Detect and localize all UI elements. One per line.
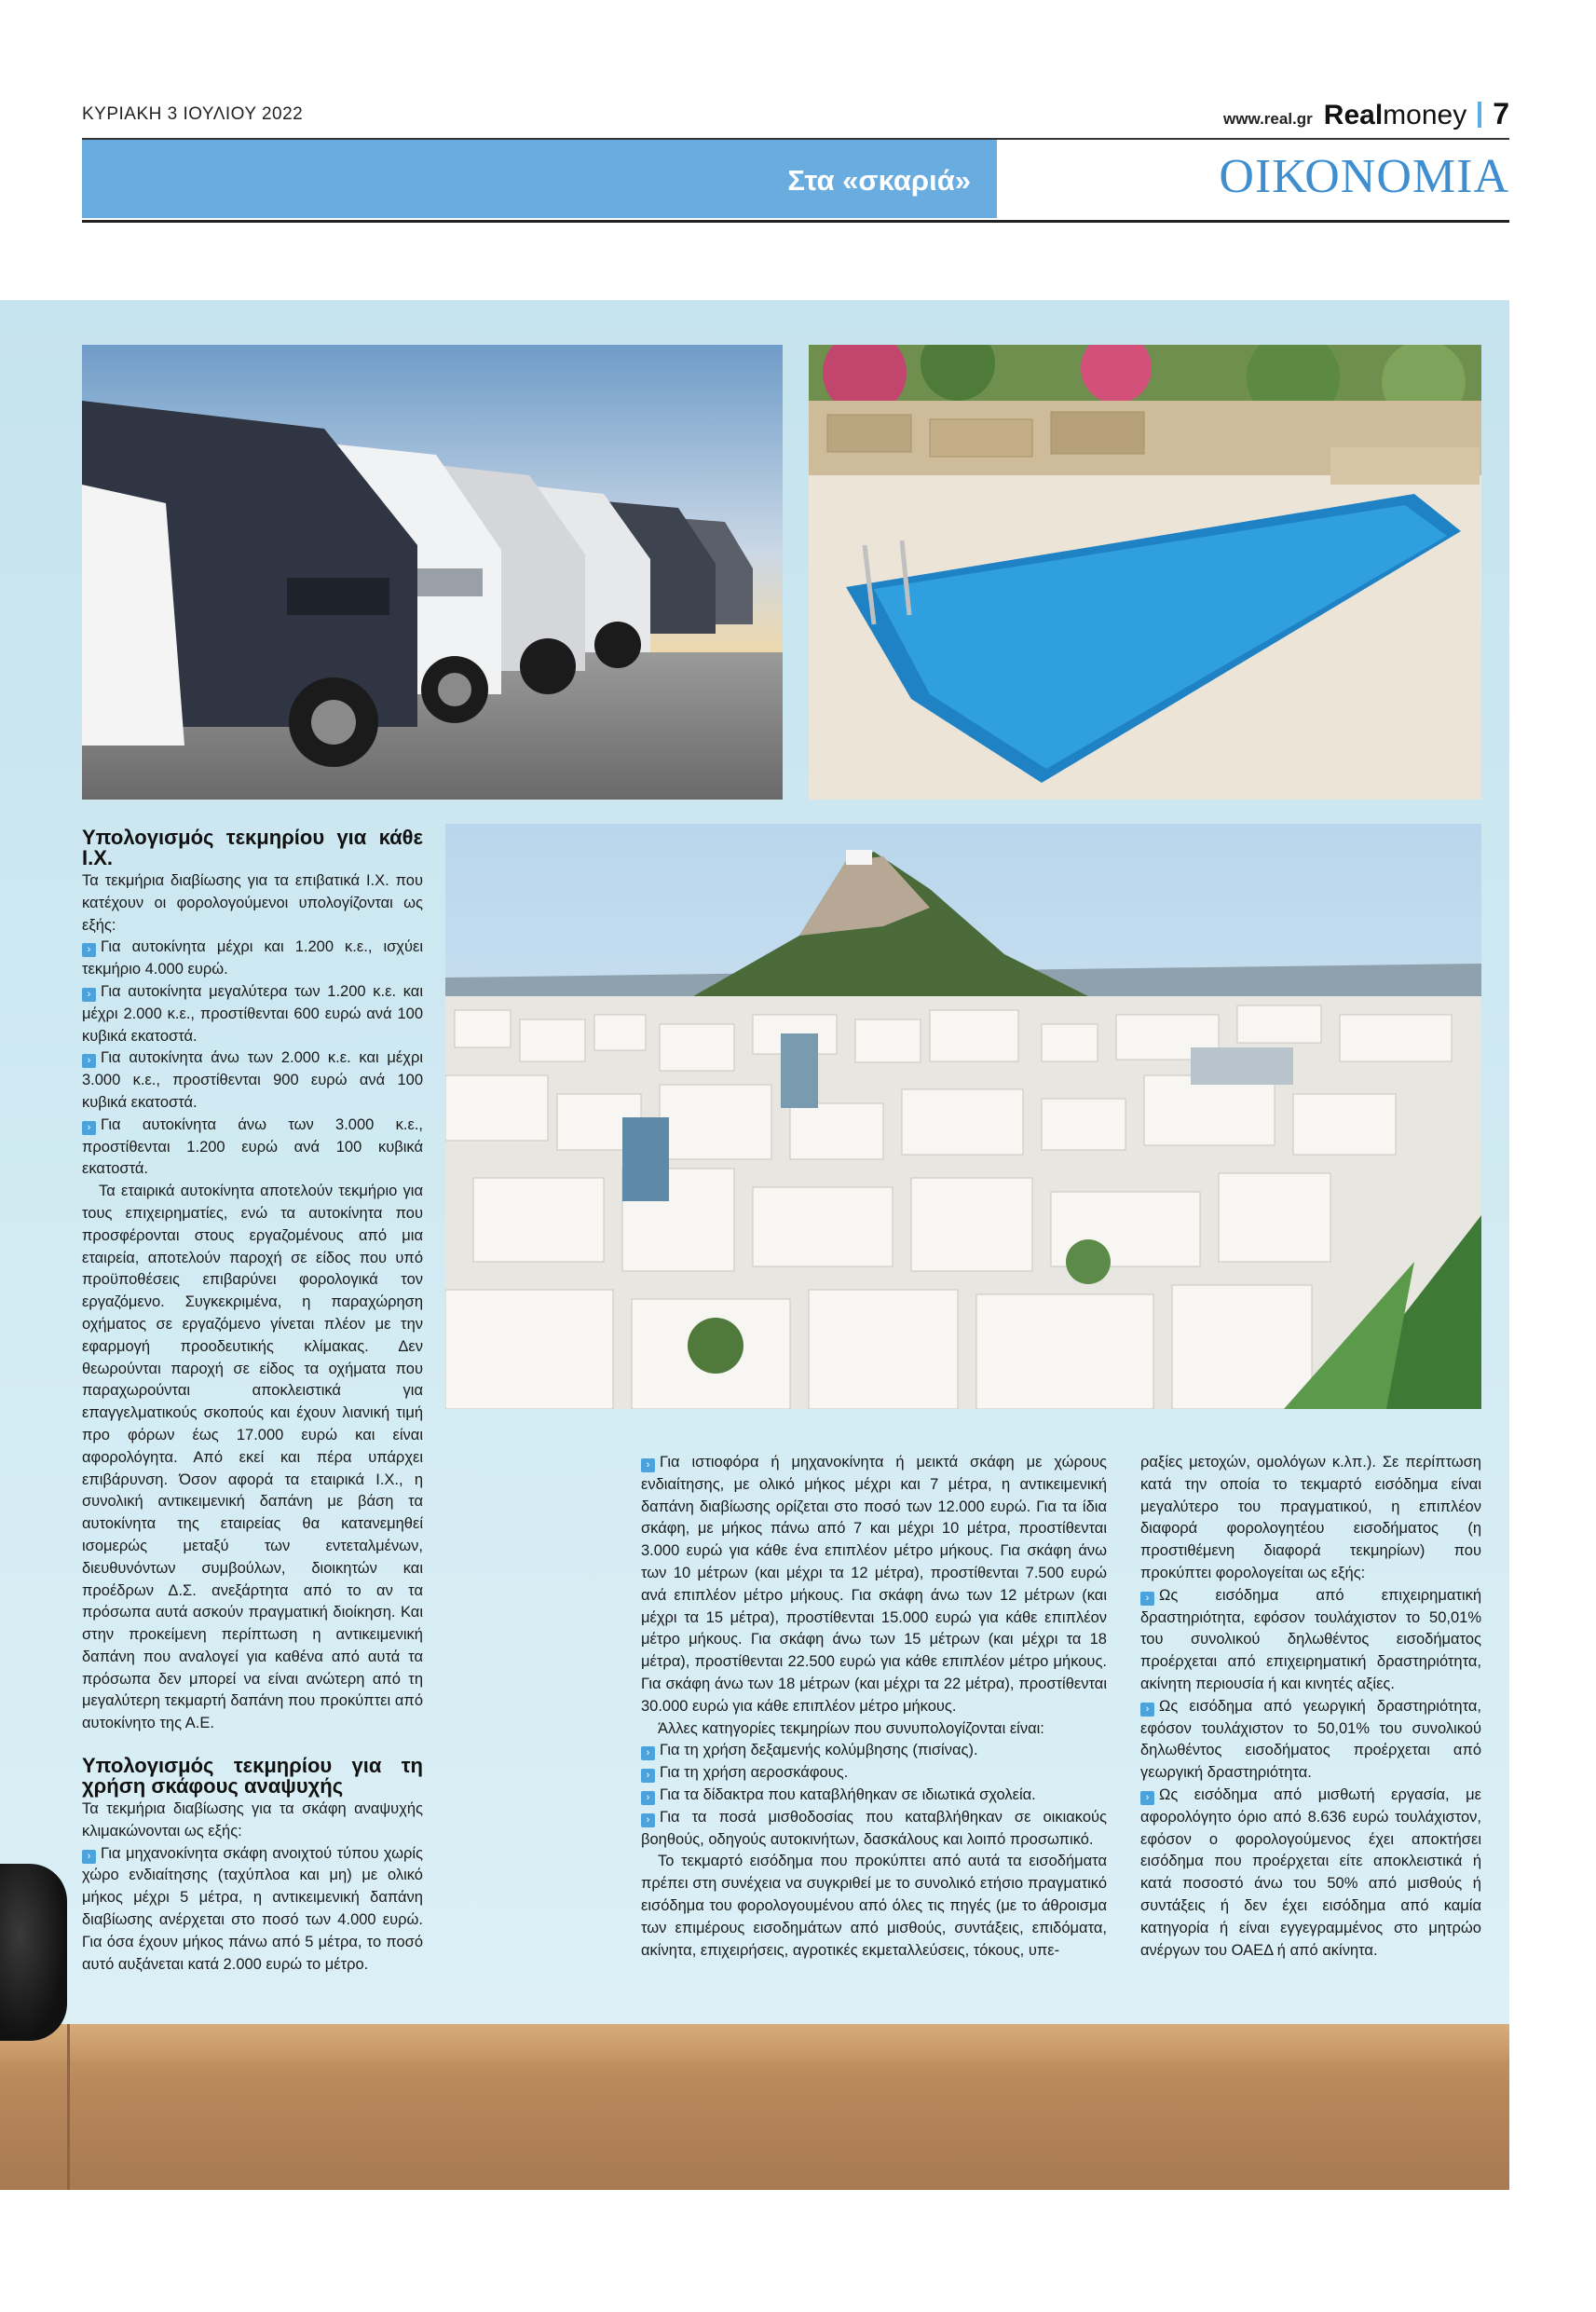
subheading-car-presumption: Υπολογισμός τεκμηρίου για κάθε Ι.Χ. — [82, 826, 423, 869]
bullet-text: Για αυτοκίνητα άνω των 2.000 κ.ε. και μέχρι 3.000 κ.ε., προστίθενται 900 ευρώ ανά 100 κυβικά εκατοστά. — [82, 1049, 423, 1111]
bullet-text: Για μηχανοκίνητα σκάφη ανοιχτού τύπου χωρίς χώρο ενδιαίτησης (ταχύπλοα και μη) με ολικό μήκος μέχρι 5 μέτρα, η αντικειμενική δαπάνη διαβίωσης ανέρχεται στο ποσό των 4.000 ευρώ. Για όσα έχουν μήκος πάνω από 5 μέτρα, το ποσό αυτό αυξάνεται κατά 2.000 ευρώ το μέτρο. — [82, 1844, 423, 1973]
city-illustration — [445, 824, 1481, 1409]
bullet-text: Για τα δίδακτρα που καταβλήθηκαν σε ιδιωτικά σχολεία. — [660, 1785, 1036, 1803]
pool-illustration — [809, 345, 1481, 800]
bullet-item — [641, 1762, 1107, 1785]
chevron-right-icon: › — [82, 1850, 96, 1864]
bullet-text: Για αυτοκίνητα μέχρι και 1.200 κ.ε., ισχύει τεκμήριο 4.000 ευρώ. — [82, 938, 423, 978]
pool-photo — [809, 345, 1481, 800]
article-column-1 — [82, 828, 423, 1976]
dark-object — [0, 1864, 67, 2041]
chevron-right-icon: › — [641, 1458, 655, 1472]
chevron-right-icon: › — [641, 1791, 655, 1805]
subheading-boat-presumption: Υπολογισμός τεκμηρίου για τη χρήση σκάφους αναψυχής — [82, 1754, 423, 1799]
chevron-right-icon: › — [82, 988, 96, 1002]
chevron-right-icon: › — [1140, 1791, 1154, 1805]
chevron-right-icon: › — [641, 1813, 655, 1827]
chevron-right-icon: › — [82, 1054, 96, 1068]
article-column-2 — [641, 1452, 1107, 1962]
bullet-item — [1140, 1585, 1481, 1696]
bullet-text: Ως εισόδημα από μισθωτή εργασία, με αφορολόγητο όριο από 8.636 ευρώ τουλάχιστον, εφόσον ο φορολογούμενος έχει αποκτήσει εισόδημα που προέρχεται είτε αποκλειστικά ή κατά ποσοστό άνω του 50% από μισθούς ή συντάξεις ή δεν έχει εισόδημα από καμία κατηγορία ή είναι εγγεγραμμένος στο μητρώο ανέργων του ΟΑΕΔ ή από ακίνητα. — [1140, 1785, 1481, 1959]
chevron-right-icon: › — [641, 1769, 655, 1783]
article-column-3 — [1140, 1452, 1481, 1962]
page-number: 7 — [1493, 97, 1509, 130]
paragraph: Άλλες κατηγορίες τεκμηρίων που συνυπολογίζονται είναι: — [658, 1719, 1044, 1737]
bullet-text: Για τη χρήση αεροσκάφους. — [660, 1764, 849, 1782]
title-bar — [82, 140, 997, 218]
paragraph: Τα εταιρικά αυτοκίνητα αποτελούν τεκμήριο για τους επιχειρηματίες, ενώ τα αυτοκίνητα που προσφέρονται στους εργαζομένους από μια εταιρεία, αποτελούν παροχή σε είδος που υπό προϋποθέσεις επιβαρύνει φορολογικά τον εργαζόμενο. Συγκεκριμένα, η παραχώρηση οχήματος σε εργαζόμενο γίνεται πλέον με την εφαρμογή προοδευτικής κλίμακας. Δεν θεωρούνται παροχή σε είδος τα οχήματα που παραχωρούνται αποκλειστικά για επαγγελματικούς σκοπούς και έχουν λιανική τιμή προ φόρων έως 17.000 ευρώ και είναι αφορολόγητα. Από εκεί και πέρα υπάρχει επιβάρυνση. Όσον αφορά τα εταιρικά Ι.Χ., η συνολική αντικειμενική δαπάνη με βάση τα αυτοκίνητα της εταιρείας θα κατανεμηθεί ισομερώς μεταξύ των εντεταλμένων, διευθυνόντων συμβούλων, διοικητών και προέδρων Δ.Σ. ανεξάρτητα από το αν τα πρόσωπα αυτά ασκούν πραγματική διοίκηση. Και στην προκείμενη περίπτωση η αντικειμενική δαπάνη που αναλογεί για καθένα από αυτά τα πρόσωπα δεν μπορεί να είναι ανώτερη από τη μεγαλύτερη τεκμαρτή δαπάνη που προκύπτει από αυτοκίνητο της Α.Ε. — [82, 1183, 423, 1732]
bullet-item — [82, 1843, 423, 1977]
bullet-item — [641, 1807, 1107, 1852]
bullet-item — [641, 1785, 1107, 1807]
brand-bold: Real — [1323, 100, 1384, 130]
bullet-text: Για αυτοκίνητα άνω των 3.000 κ.ε., προστίθενται 1.200 ευρώ ανά 100 κυβικά εκατοστά. — [82, 1115, 423, 1178]
bullet-text: Για τη χρήση δεξαμενής κολύμβησης (πισίνας). — [660, 1742, 978, 1759]
bullet-text: Για τα ποσά μισθοδοσίας που καταβλήθηκαν σε οικιακούς βοηθούς, οδηγούς αυτοκινήτων, δασκάλους και λοιπό προσωπικό. — [641, 1808, 1107, 1848]
bullet-item — [82, 981, 423, 1047]
section-rule — [82, 220, 1509, 223]
bullet-item — [641, 1452, 1107, 1718]
paragraph: Το τεκμαρτό εισόδημα που προκύπτει από αυτά τα εισοδήματα πρέπει στη συνέχεια να συγκριθεί με το συνολικό ετήσιο πραγματικό εισόδημα του φορολογουμένου από όλες τις πηγές (με το άθροισμα των επιμέρους εισοδημάτων από μισθούς, συντάξεις, επιδόματα, ακίνητα, επιχειρήσεις, αγροτικές εκμεταλλεύσεις, τόκους, υπε- — [641, 1853, 1107, 1959]
bullet-text: Για ιστιοφόρα ή μηχανοκίνητα ή μεικτά σκάφη με χώρους ενδιαίτησης, με ολικό μήκος μέχρι και 7 μέτρα, η αντικειμενική δαπάνη διαβίωσης ορίζεται στο ποσό των 12.000 ευρώ. Για τα ίδια σκάφη, με μήκος πάνω από 7 και μέχρι 10 μέτρα, προστίθενται 3.000 ευρώ για κάθε ένα επιπλέον μέτρο μήκους. Για σκάφη άνω των 10 μέτρων (και μέχρι τα 12 μέτρα), προστίθενται 7.500 ευρώ ανά επιπλέον μέτρο μήκους. Για σκάφη άνω των 12 μέτρων (και μέχρι τα 15 μέτρα), προστίθενται 15.000 ευρώ για κάθε επιπλέον μέτρο μήκους. Για σκάφη άνω των 15 μέτρων (και μέχρι τα 18 μέτρα), προστίθενται 22.500 ευρώ για κάθε επιπλέον μέτρο μήκους. Για σκάφη άνω των 18 μέτρων (και μέχρι τα 22 μέτρα), προστίθενται 30.000 ευρώ για κάθε επιπλέον μέτρο μήκους. — [641, 1454, 1107, 1715]
shelf-joint — [67, 2024, 70, 2190]
bullet-text: Ως εισόδημα από επιχειρηματική δραστηριότητα, εφόσον τουλάχιστον το 50,01% του συνολικού δηλωθέντος εισοδήματος προέρχεται από επιχειρηματική δραστηριότητα, ακίνητη περιουσία ή και κινητές αξίες. — [1140, 1586, 1481, 1692]
issue-date: ΚΥΡΙΑΚΗ 3 ΙΟΥΛΙΟΥ 2022 — [82, 104, 304, 124]
chevron-right-icon: › — [1140, 1703, 1154, 1717]
bullet-item — [1140, 1696, 1481, 1785]
masthead-divider — [1478, 102, 1481, 128]
brand-logo — [1324, 100, 1466, 131]
paragraph: Τα τεκμήρια διαβίωσης για τα επιβατικά Ι.Χ. που κατέχουν οι φορολογούμενοι υπολογίζονται ως εξής: — [82, 872, 423, 934]
brand-light: money — [1383, 100, 1467, 130]
cars-illustration — [82, 345, 783, 800]
bullet-item — [82, 1115, 423, 1181]
shelf-edge — [0, 2024, 1509, 2061]
chevron-right-icon: › — [82, 1121, 96, 1135]
bullet-item — [82, 1047, 423, 1114]
paragraph: ραξίες μετοχών, ομολόγων κ.λπ.). Σε περίπτωση κατά την οποία το τεκμαρτό εισόδημα είναι μεγαλύτερο του πραγματικού, η επιπλέον διαφορά φορολογητέου εισοδήματος (η προστιθέμενη διαφορά τεκμηρίων) που προκύπτει φορολογείται ως εξής: — [1140, 1454, 1481, 1581]
site-url[interactable]: www.real.gr — [1223, 110, 1313, 128]
bullet-text: Ως εισόδημα από γεωργική δραστηριότητα, εφόσον τουλάχιστον το 50,01% του συνολικού δηλωθέντος εισοδήματος προέρχεται από γεωργική δραστηριότητα. — [1140, 1697, 1481, 1782]
bullet-item — [1140, 1785, 1481, 1962]
paragraph: Τα τεκμήρια διαβίωσης για τα σκάφη αναψυχής κλιμακώνονται ως εξής: — [82, 1800, 423, 1840]
bullet-item — [82, 937, 423, 981]
masthead — [1223, 97, 1509, 131]
chevron-right-icon: › — [641, 1746, 655, 1760]
chevron-right-icon: › — [82, 943, 96, 957]
bullet-text: Για αυτοκίνητα μεγαλύτερα των 1.200 κ.ε. και μέχρι 2.000 κ.ε., προστίθενται 600 ευρώ ανά 100 κυβικά εκατοστά. — [82, 982, 423, 1045]
bullet-item — [641, 1740, 1107, 1762]
city-photo — [445, 824, 1481, 1409]
chevron-right-icon: › — [1140, 1592, 1154, 1606]
article-kicker: Στα «σκαριά» — [787, 164, 971, 197]
section-title: ΟΙΚΟΝΟΜΙΑ — [1219, 150, 1509, 203]
cars-photo — [82, 345, 783, 800]
